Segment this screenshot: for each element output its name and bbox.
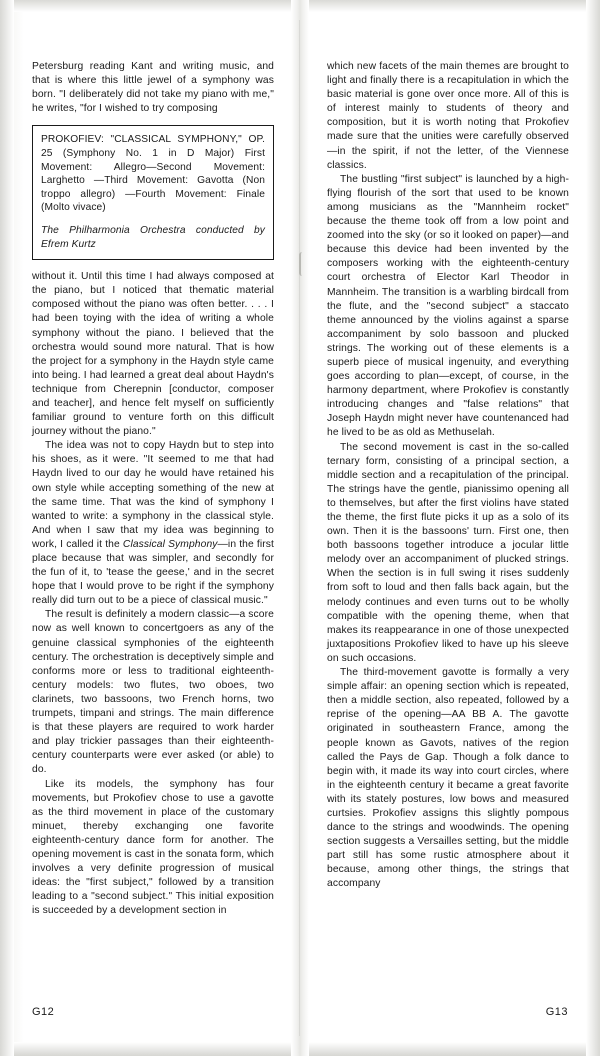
left-page-column <box>32 60 274 918</box>
paragraph: without it. Until this time I had always composed at the piano, but I noticed that thematic material composed without the piano was often better. . . . I had been toying with the idea of writing a whole symphony without the piano. I believed that the orchestra would sound more natural. That is how the project for a symphony in the Haydn style came into being. I had learned a great deal about Haydn's technique from Cherepnin [conductor, composer and teacher], and hence felt myself on sufficiently familiar ground to venture forth on this difficult journey without the piano." <box>32 271 274 438</box>
paragraph: The second movement is cast in the so-called ternary form, consisting of a principal section, a middle section and a recapitulation of the principal. The strings have the gentle, pianissimo opening all to themselves, but after the first violins have stated the theme, the first flute picks it up as a solo of its own. Then it is the bassoons' turn. First one, then both bassoons together introduce a jocular little melody over an accompaniment of plucked strings. When the section is in full swing it rises suddenly from soft to loud and then falls back again, but the melody continues and even turns out to be wholly compatible with the opening theme, when that makes its reappearance in one of those unexpected juxtapositions Prokofiev liked to have up his sleeve on such occasions. <box>327 441 569 664</box>
callout-title: PROKOFIEV: "CLASSICAL SYMPHONY," OP. 25 (Symphony No. 1 in D Major) First Movement: Allegro—Second Movement: Larghetto —Third Movement: Gavotta (Non troppo allegro) —Fourth Movement: Finale (Molto vivace) <box>41 134 265 214</box>
paragraph: which new facets of the main themes are brought to light and finally there is a recapitulation in which the basic material is gone over once more. All of this is of interest mainly to students of theory and composition, but it is worth noting that Prokofiev made sure that the unities were carefully observed—in the spirit, if not the letter, of the Viennese classics. <box>327 61 569 171</box>
page-number-left: G12 <box>32 1006 55 1018</box>
paragraph: Like its models, the symphony has four movements, but Prokofiev chose to use a gavotte as the third movement in place of the customary minuet, thereby exchanging one favorite eighteenth-century dance form for another. The opening movement is cast in the sonata form, which involves a very definite progression of musical ideas: the "first subject," followed by a transition leading to a "second subject." This initial exposition is succeeded by a development section in <box>32 778 274 917</box>
paragraph: The idea was not to copy Haydn but to step into his shoes, as it were. "It seemed to me that had Haydn lived to our day he would have retained his own style while accepting something of the new at the same time. That was the kind of symphony I wanted to write: a symphony in the classical style. And when I saw that my idea was beginning to work, I called it the Classical Symphony—in the first place because that was simpler, and secondly for the fun of it, to 'tease the geese,' and in the secret hope that I would prove to be right if the symphony really did turn out to be a piece of classical music." <box>32 440 274 607</box>
recording-callout <box>32 125 274 260</box>
paragraph: Petersburg reading Kant and writing music, and that is where this little jewel of a symphony was born. "I deliberately did not take my piano with me," he writes, "for I wished to try composing <box>32 61 274 115</box>
page-number-right: G13 <box>545 1006 568 1018</box>
paragraph: The third-movement gavotte is formally a very simple affair: an opening section which is repeated, then a middle section, also repeated, followed by a reprise of the opening—AA BB A. The gavotte originated in southeastern France, among the people known as Gavots, natives of the region called the Pays de Gap. Though a folk dance to begin with, it made its way into court circles, where in the eighteenth century it became a great favorite with its stately postures, low bows and measured curtsies. Prokofiev assigns this slightly pompous dance to the strings and woodwinds. The opening section suggests a Versailles setting, but the middle part still has some rustic atmosphere about it because, among other things, the strings that accompany <box>327 667 569 890</box>
callout-credit: The Philharmonia Orchestra conducted by Efrem Kurtz <box>41 224 265 250</box>
paragraph: The bustling "first subject" is launched by a high-flying flourish of the sort that used to be known among musicians as the "Mannheim rocket" because the theme took off from a low point and zoomed into the sky (or so it looked on paper)—and because this device had been invented by the composers working with the eighteenth-century court orchestra of Elector Karl Theodor in Mannheim. The transition is a warbling birdcall from the flute, and the "second subject" a staccato theme announced by the violins against a sparse accompaniment by solo bassoon and plucked strings. The working out of these elements is a superb piece of musical ingenuity, and everything goes according to plan—except, of course, in the harmony department, where Prokofiev is constantly introducing changes and "false relations" that Joseph Haydn might never have countenanced had he lived to be as old as Methuselah. <box>327 173 569 439</box>
paragraph: The result is definitely a modern classic—a score now as well known to concertgoers as any of the genuine classical symphonies of the eighteenth century. The orchestration is deceptively simple and conforms more or less to traditional eighteenth-century models: two flutes, two oboes, two clarinets, two bassoons, two French horns, two trumpets, timpani and strings. The main difference is that these players are required to work harder and play trickier passages than their eighteenth-century counterparts were ever asked (or able) to do. <box>32 609 274 776</box>
right-page-column <box>327 60 569 892</box>
